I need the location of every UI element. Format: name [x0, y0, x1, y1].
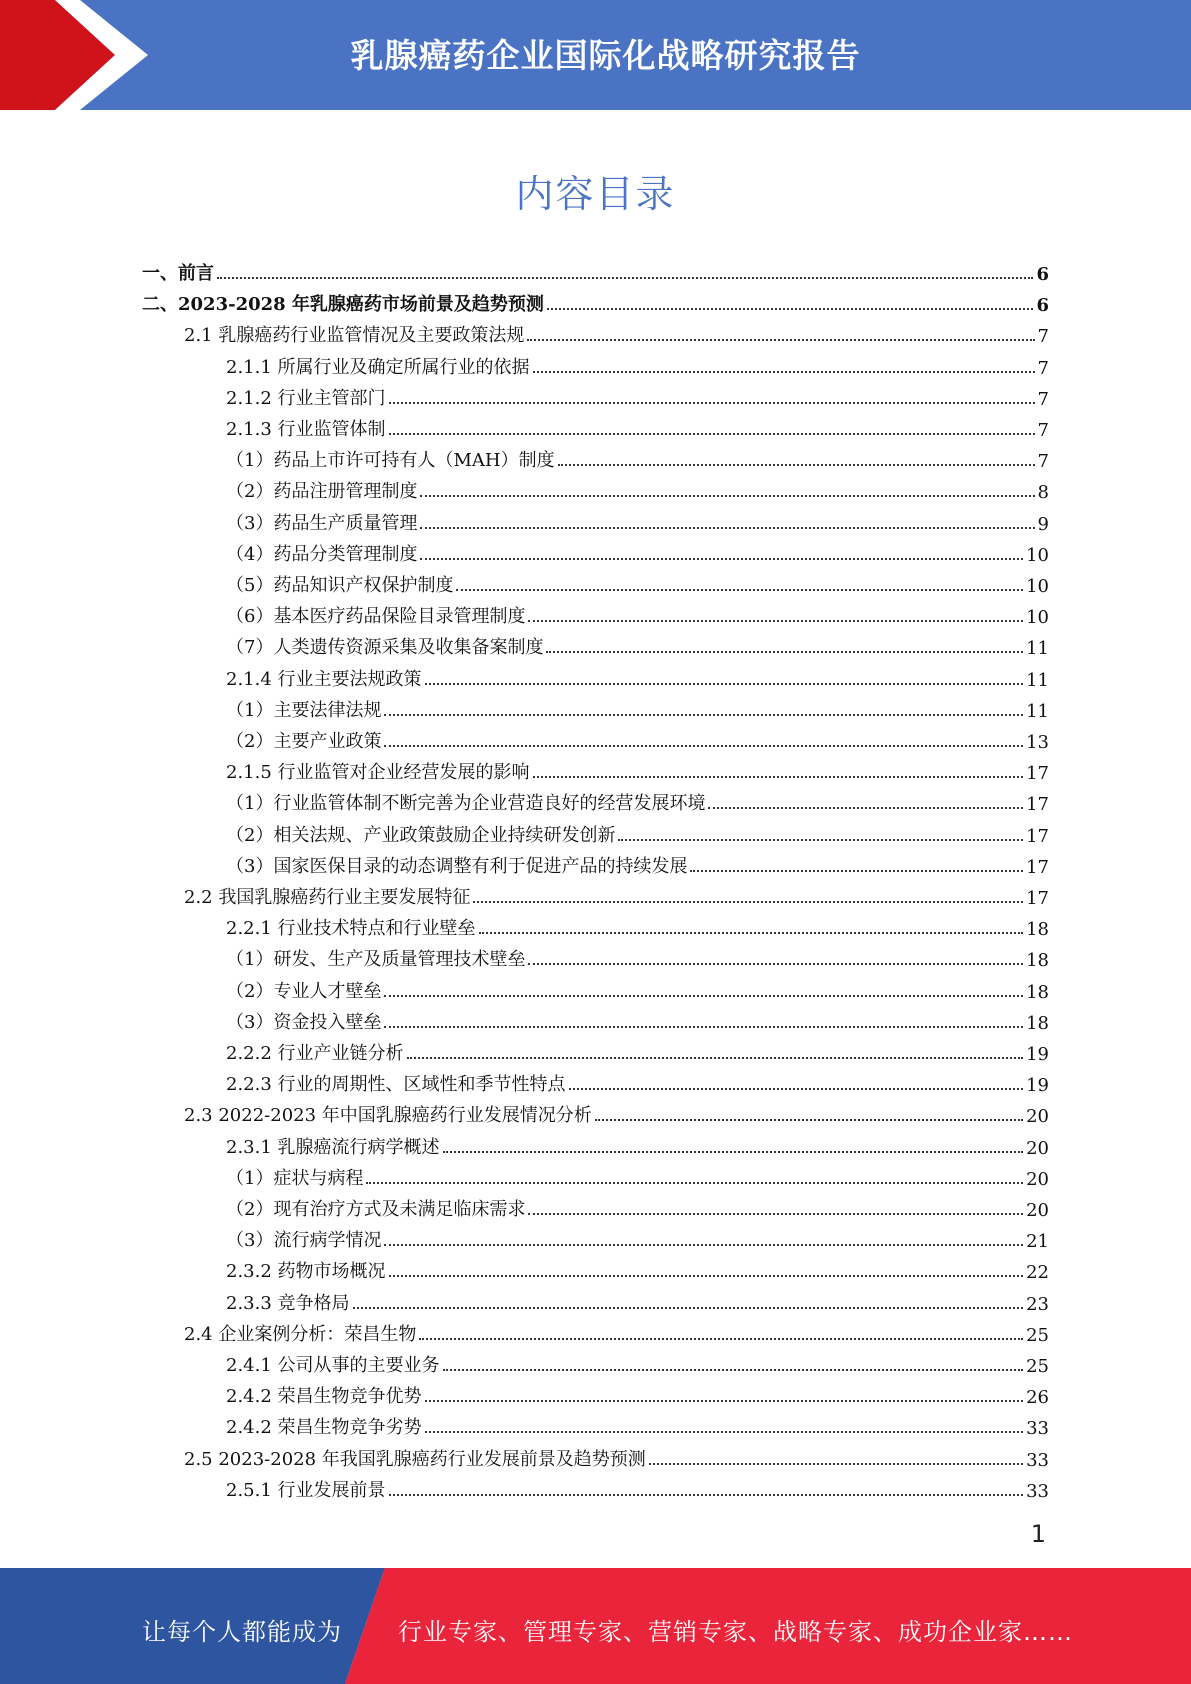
toc-dot-leader — [353, 1306, 1024, 1309]
toc-entry[interactable] — [226, 348, 1049, 379]
toc-entry-title: 2.2 我国乳腺癌药行业主要发展特征 — [184, 887, 471, 908]
toc-entry[interactable] — [226, 940, 1049, 971]
toc-title: 内容目录 — [515, 172, 676, 216]
toc-entry-title: 2.4.1 公司从事的主要业务 — [226, 1355, 440, 1376]
toc-dot-leader — [217, 276, 1033, 279]
toc-entry-title: 2.2.2 行业产业链分析 — [226, 1043, 404, 1064]
toc-dot-leader — [384, 1025, 1023, 1028]
toc-entry[interactable] — [226, 566, 1049, 597]
toc-dot-leader — [546, 650, 1023, 653]
toc-entry-title: （2）现有治疗方式及未满足临床需求 — [226, 1199, 526, 1220]
toc-entry[interactable] — [184, 1096, 1049, 1127]
toc-entry-title: （6）基本医疗药品保险目录管理制度 — [226, 606, 526, 628]
toc-entry-page: 7 — [1037, 451, 1049, 473]
toc-entry-page: 17 — [1026, 825, 1049, 847]
toc-entry-title: 2.1.5 行业监管对企业经营发展的影响 — [226, 762, 530, 784]
toc-dot-leader — [389, 1493, 1024, 1496]
toc-dot-leader — [479, 931, 1024, 934]
toc-entry[interactable] — [226, 1190, 1049, 1221]
toc-entry-title: （2）专业人才壁垒 — [226, 980, 382, 1002]
toc-dot-leader — [443, 1150, 1024, 1153]
toc-entry-page: 17 — [1026, 856, 1049, 878]
toc-entry[interactable] — [184, 316, 1049, 347]
toc-entry-title: 2.1.4 行业主要法规政策 — [226, 668, 422, 690]
toc-entry-title: 2.4.2 荣昌生物竞争劣势 — [226, 1417, 422, 1439]
toc-entry-title: （1）药品上市许可持有人（MAH）制度 — [226, 450, 555, 472]
toc-entry[interactable] — [184, 878, 1049, 909]
toc-dot-leader — [443, 1368, 1024, 1371]
toc-dot-leader — [533, 370, 1035, 373]
toc-entry-page: 20 — [1026, 1137, 1049, 1159]
toc-entry[interactable] — [226, 535, 1049, 566]
toc-entry-page: 20 — [1026, 1106, 1049, 1128]
toc-entry[interactable] — [226, 1221, 1049, 1252]
toc-entry-title: 2.3.3 竞争格局 — [226, 1292, 350, 1314]
footer-slogan-right: 行业专家、管理专家、营销专家、战略专家、成功企业家…… — [398, 1618, 1073, 1646]
toc-entry[interactable] — [226, 441, 1049, 472]
toc-dot-leader — [547, 307, 1034, 310]
toc-entry[interactable] — [226, 691, 1049, 722]
toc-entry-page: 7 — [1037, 326, 1049, 348]
toc-entry-title: 2.4 企业案例分析：荣昌生物 — [184, 1323, 417, 1345]
toc-entry[interactable] — [226, 1284, 1049, 1315]
toc-entry-title: （2）药品注册管理制度 — [226, 481, 418, 503]
toc-entry[interactable] — [184, 1440, 1049, 1471]
toc-entry-page: 23 — [1026, 1293, 1049, 1315]
toc-dot-leader — [389, 401, 1035, 404]
toc-entry-page: 11 — [1026, 638, 1049, 660]
toc-entry-title: 2.1 乳腺癌药行业监管情况及主要政策法规 — [184, 325, 525, 347]
toc-entry[interactable] — [226, 753, 1049, 784]
header-banner — [0, 0, 1191, 110]
toc-dot-leader — [708, 806, 1023, 809]
page-number: 1 — [1030, 1520, 1046, 1548]
toc-dot-leader — [366, 1181, 1023, 1184]
toc-entry[interactable] — [226, 660, 1049, 691]
toc-entry-page: 20 — [1026, 1168, 1049, 1190]
toc-dot-leader — [527, 338, 1034, 341]
toc-dot-leader — [558, 463, 1035, 466]
toc-entry[interactable] — [226, 504, 1049, 535]
toc-entry[interactable] — [226, 1034, 1049, 1065]
toc-entry[interactable] — [226, 1408, 1049, 1439]
toc-entry[interactable] — [142, 254, 1049, 285]
toc-dot-leader — [618, 838, 1023, 841]
toc-entry-page: 18 — [1026, 1012, 1049, 1034]
toc-entry-page: 10 — [1026, 576, 1049, 597]
toc-entry-title: 2.3.1 乳腺癌流行病学概述 — [226, 1136, 440, 1158]
toc-entry-page: 11 — [1026, 700, 1049, 722]
toc-entry-title: 2.1.1 所属行业及确定所属行业的依据 — [226, 356, 530, 378]
toc-dot-leader — [425, 1430, 1024, 1433]
toc-dot-leader — [425, 682, 1024, 685]
header-title: 乳腺癌药企业国际化战略研究报告 — [350, 36, 861, 75]
toc-entry[interactable] — [226, 1346, 1049, 1377]
toc-entry[interactable] — [226, 1252, 1049, 1283]
toc-entry-page: 9 — [1037, 513, 1049, 535]
toc-dot-leader — [456, 588, 1023, 591]
toc-entry-page: 25 — [1026, 1356, 1049, 1377]
toc-dot-leader — [690, 869, 1023, 872]
toc-entry-title: 2.2.1 行业技术特点和行业壁垒 — [226, 918, 476, 940]
toc-dot-leader — [473, 900, 1023, 903]
toc-dot-leader — [384, 1243, 1023, 1246]
toc-entry[interactable] — [226, 784, 1049, 815]
toc-entry-page: 19 — [1026, 1044, 1049, 1065]
toc-entry-page: 7 — [1037, 420, 1049, 441]
toc-entry[interactable] — [226, 410, 1049, 441]
toc-dot-leader — [649, 1462, 1023, 1465]
toc-entry-title: （2）主要产业政策 — [226, 731, 382, 752]
toc-entry-title: （7）人类遗传资源采集及收集备案制度 — [226, 637, 544, 659]
toc-dot-leader — [420, 526, 1034, 529]
toc-dot-leader — [533, 775, 1024, 778]
toc-entry[interactable] — [226, 1003, 1049, 1034]
toc-entry-title: （5）药品知识产权保护制度 — [226, 575, 454, 596]
toc-entry-title: 二、2023-2028 年乳腺癌药市场前景及趋势预测 — [142, 294, 544, 316]
toc-entry-title: （1）主要法律法规 — [226, 699, 382, 721]
toc-dot-leader — [569, 1087, 1024, 1090]
toc-entry[interactable] — [226, 379, 1049, 410]
toc-entry-page: 17 — [1026, 763, 1049, 785]
toc-entry-title: 2.2.3 行业的周期性、区域性和季节性特点 — [226, 1074, 566, 1096]
toc-entry-title: 2.5.1 行业发展前景 — [226, 1479, 386, 1501]
toc-entry-title: （3）流行病学情况 — [226, 1230, 382, 1252]
toc-dot-leader — [420, 557, 1023, 560]
toc-entry-title: 2.4.2 荣昌生物竞争优势 — [226, 1386, 422, 1408]
toc-entry-page: 11 — [1026, 669, 1049, 691]
toc-entry-page: 8 — [1037, 482, 1049, 504]
toc-entry-page: 6 — [1036, 295, 1049, 317]
toc-dot-leader — [419, 1337, 1023, 1340]
toc-entry-page: 18 — [1026, 919, 1049, 941]
toc-entry-title: （1）行业监管体制不断完善为企业营造良好的经营发展环境 — [226, 793, 706, 815]
toc-entry-page: 20 — [1026, 1200, 1049, 1221]
toc-entry-title: 2.1.2 行业主管部门 — [226, 387, 386, 409]
toc-entry-page: 7 — [1037, 388, 1049, 410]
toc-dot-leader — [384, 744, 1023, 747]
toc-dot-leader — [595, 1118, 1023, 1121]
toc-entry-page: 17 — [1026, 794, 1049, 816]
toc-entry[interactable] — [226, 816, 1049, 847]
toc-entry-page: 33 — [1026, 1418, 1049, 1440]
toc-entry-title: 2.3.2 药物市场概况 — [226, 1261, 386, 1283]
toc-entry[interactable] — [226, 1377, 1049, 1408]
toc-entry-page: 22 — [1026, 1262, 1049, 1284]
footer-slogan-left: 让每个人都能成为 — [142, 1618, 342, 1646]
toc-entry-page: 19 — [1026, 1075, 1049, 1097]
toc-entry[interactable] — [226, 628, 1049, 659]
toc-dot-leader — [389, 432, 1035, 435]
footer-banner — [0, 1568, 1191, 1684]
toc-dot-leader — [528, 962, 1023, 965]
toc-entry-page: 21 — [1026, 1231, 1049, 1253]
toc-entry-page: 25 — [1026, 1324, 1049, 1346]
toc-entry-title: （3）药品生产质量管理 — [226, 512, 418, 534]
toc-dot-leader — [384, 713, 1023, 716]
toc-dot-leader — [389, 1274, 1024, 1277]
toc-entry-title: （2）相关法规、产业政策鼓励企业持续研发创新 — [226, 824, 616, 846]
toc-entry-title: 2.5 2023-2028 年我国乳腺癌药行业发展前景及趋势预测 — [184, 1448, 646, 1470]
toc-entry-title: 2.3 2022-2023 年中国乳腺癌药行业发展情况分析 — [184, 1105, 592, 1127]
toc-entry-page: 6 — [1036, 264, 1049, 285]
toc-dot-leader — [420, 494, 1034, 497]
toc-entry[interactable] — [226, 1128, 1049, 1159]
toc-entry[interactable] — [184, 1315, 1049, 1346]
toc-entry-page: 7 — [1037, 357, 1049, 379]
toc-entry[interactable] — [226, 1471, 1049, 1502]
toc-entry[interactable] — [226, 909, 1049, 940]
toc-entry-title: （1）研发、生产及质量管理技术壁垒 — [226, 949, 526, 971]
toc-entry[interactable] — [226, 472, 1049, 503]
toc-entry[interactable] — [142, 285, 1049, 316]
toc-entry-page: 17 — [1026, 888, 1049, 909]
toc-entry-title: 2.1.3 行业监管体制 — [226, 419, 386, 440]
toc-entry[interactable] — [226, 847, 1049, 878]
toc-entry-page: 10 — [1026, 544, 1049, 566]
toc-entry-title: （3）国家医保目录的动态调整有利于促进产品的持续发展 — [226, 855, 688, 877]
toc-dot-leader — [425, 1399, 1024, 1402]
toc-entry-title: 一、前言 — [142, 263, 214, 284]
toc-entry-page: 33 — [1026, 1449, 1049, 1471]
toc-dot-leader — [528, 1212, 1023, 1215]
toc-entry[interactable] — [226, 1065, 1049, 1096]
toc-entry[interactable] — [226, 597, 1049, 628]
toc-entry-page: 18 — [1026, 981, 1049, 1003]
toc-entry-page: 13 — [1026, 732, 1049, 753]
toc-entry-page: 10 — [1026, 607, 1049, 629]
toc-entry[interactable] — [226, 972, 1049, 1003]
toc-entry[interactable] — [226, 722, 1049, 753]
toc-entry[interactable] — [226, 1159, 1049, 1190]
toc-entry-title: （1）症状与病程 — [226, 1167, 364, 1189]
toc-entry-page: 33 — [1026, 1480, 1049, 1502]
toc-entry-title: （3）资金投入壁垒 — [226, 1011, 382, 1033]
toc-dot-leader — [407, 1056, 1024, 1059]
toc-dot-leader — [528, 619, 1023, 622]
toc-entry-page: 26 — [1026, 1387, 1049, 1409]
toc-entry-title: （4）药品分类管理制度 — [226, 543, 418, 565]
toc-dot-leader — [384, 994, 1023, 997]
toc-entry-page: 18 — [1026, 950, 1049, 972]
